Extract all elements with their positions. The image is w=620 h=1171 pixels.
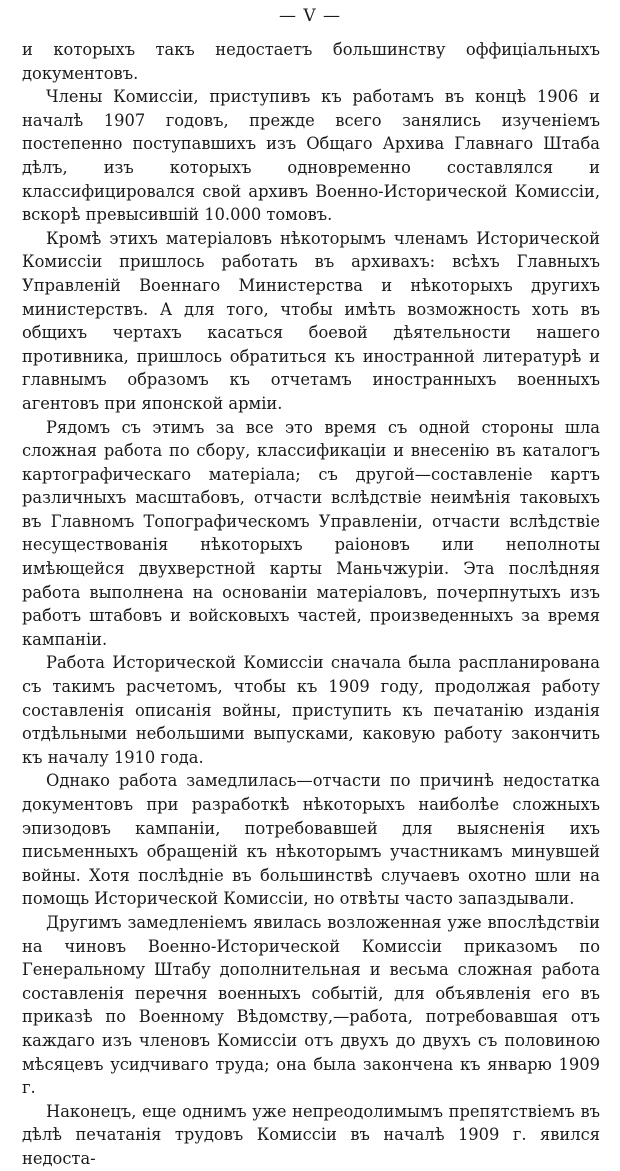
paragraph-7: Другимъ замедленіемъ явилась возложенная уже впослѣдствіи на чиновъ Военно-Исторической Комиссіи приказомъ по Генеральному Штабу дополнительная и весьма сложная работа составленія перечня военныхъ событій, для объявленія его въ приказѣ по Военному Вѣдомству,—работа, потребовавшая отъ каждаго изъ членовъ Комиссіи отъ двухъ до двухъ съ половиною мѣсяцевъ усидчиваго труда; она была закончена къ январю 1909 г. xyxy=(22,912,600,1098)
paragraph-8: Наконецъ, еще однимъ уже непреодолимымъ препятствіемъ въ дѣлѣ печатанія трудовъ Комиссіи въ началѣ 1909 г. явился недоста- xyxy=(22,1101,600,1168)
paragraph-2: Члены Комиссіи, приступивъ къ работамъ въ концѣ 1906 и началѣ 1907 годовъ, прежде всего занялись изученіемъ постепенно поступавшихъ изъ Общаго Архива Главнаго Штаба дѣлъ, изъ которыхъ одновременно составлялся и классифицировался свой архивъ Военно-Исторической Комиссіи, вскорѣ превысившій 10.000 томовъ. xyxy=(22,87,600,225)
page-body-text xyxy=(22,38,600,1168)
paragraph-3: Кромѣ этихъ матеріаловъ нѣкоторымъ членамъ Исторической Комиссіи пришлось работать въ архивахъ: всѣхъ Главныхъ Управленій Военнаго Министерства и нѣкоторыхъ другихъ министерствъ. А для того, чтобы имѣть возможность хоть въ общихъ чертахъ касаться боевой дѣятельности нашего противника, пришлось обратиться къ иностранной литературѣ и главнымъ образомъ къ отчетамъ иностранныхъ военныхъ агентовъ при японской арміи. xyxy=(22,228,600,413)
paragraph-1: и которыхъ такъ недостаетъ большинству оффиціальныхъ документовъ. xyxy=(22,40,600,83)
paragraph-6: Однако работа замедлилась—отчасти по причинѣ недостатка документовъ при разработкѣ нѣкоторыхъ наиболѣе сложныхъ эпизодовъ кампаніи, потребовавшей для выясненія ихъ письменныхъ обращеній къ нѣкоторымъ участникамъ минувшей войны. Хотя послѣдніе въ большинствѣ случаевъ охотно шли на помощь Исторической Комиссіи, но отвѣты часто запаздывали. xyxy=(22,771,600,909)
paragraph-5: Работа Исторической Комиссіи сначала была распланирована съ такимъ расчетомъ, чтобы къ 1909 году, продолжая работу составленія описанія войны, приступить къ печатанію изданія отдѣльными небольшими выпусками, каковую работу закончить къ началу 1910 года. xyxy=(22,653,600,767)
page-number: — V — xyxy=(278,6,342,26)
paragraph-4: Рядомъ съ этимъ за все это время съ одной стороны шла сложная работа по сбору, классификаціи и внесенію въ каталогъ картографическаго матеріала; съ другой—составленіе картъ различныхъ масштабовъ, отчасти вслѣдствіе неимѣнія таковыхъ въ Главномъ Топографическомъ Управленіи, отчасти вслѣдствіе несуществованія нѣкоторыхъ раіоновъ или неполноты имѣющейся двухверстной карты Маньчжуріи. Эта послѣдняя работа выполнена на основаніи матеріаловъ, почерпнутыхъ изъ работъ штабовъ и войсковыхъ частей, произведенныхъ за время кампаніи. xyxy=(22,417,600,649)
